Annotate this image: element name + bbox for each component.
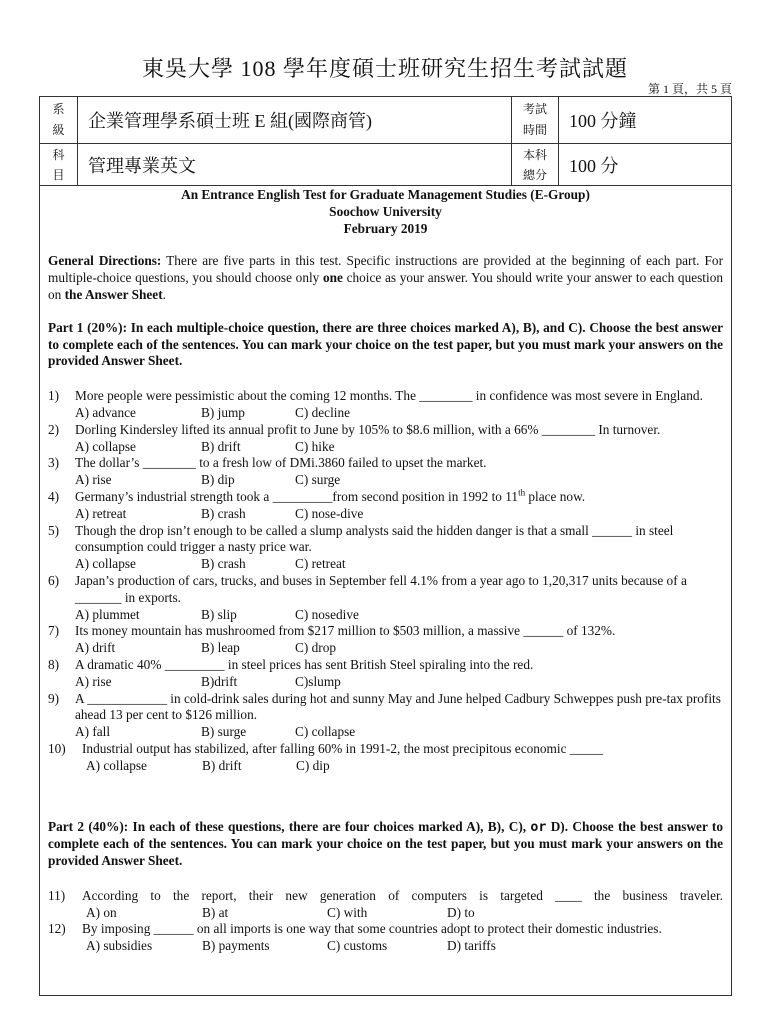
part2-questions <box>48 888 723 955</box>
choices-7: A) drift B) leap C) drop <box>75 640 336 656</box>
question-11: 11) According to the report, their new generation of computers is targeted ____ the business traveler. <box>48 887 723 903</box>
part1-instructions: Part 1 (20%): In each multiple-choice question, there are three choices marked A), B), and C). Choose the best answer to complete each of the sentences. You can mark your choice on the test paper, but you must mark your answers on the provided Answer Sheet. <box>48 319 723 369</box>
choices-6: A) plummet B) slip C) nosedive <box>75 606 359 622</box>
dept-value: 企業管理學系碩士班 E 組(國際商管) <box>78 97 512 144</box>
choices-11: A) on B) at C) with D) to <box>86 904 475 920</box>
choices-8: A) rise B)drift C)slump <box>75 673 341 689</box>
question-6: 6) Japan’s production of cars, trucks, and buses in September fell 4.1% from a year ago to 1,20,317 units because of a _______ in exports. <box>48 572 687 605</box>
choices-12: A) subsidies B) payments C) customs D) tariffs <box>86 938 496 954</box>
score-value: 100 分 <box>559 144 731 186</box>
time-label: 考試時間 <box>512 97 559 144</box>
page-title: 東吳大學 108 學年度碩士班研究生招生考試試題 <box>141 56 628 81</box>
question-12: 12) By imposing ______ on all imports is one way that some countries adopt to protect their domestic industries. <box>48 921 662 937</box>
choices-5: A) collapse B) crash C) retreat <box>75 556 346 572</box>
choices-4: A) retreat B) crash C) nose-dive <box>75 505 364 521</box>
exam-body <box>40 187 731 955</box>
subject-label: 科目 <box>40 144 78 186</box>
question-5: 5) Though the drop isn’t enough to be called a slump analysts said the hidden danger is that a small ______ in steel consumption could trigger a nasty price war. <box>48 522 674 555</box>
exam-title: An Entrance English Test for Graduate Management Studies (E-Group) <box>181 187 590 202</box>
choices-9: A) fall B) surge C) collapse <box>75 724 356 740</box>
choices-1: A) advance B) jump C) decline <box>75 404 351 420</box>
exam-university: Soochow University <box>329 203 442 219</box>
time-value: 100 分鐘 <box>559 97 731 144</box>
choices-2: A) collapse B) drift C) hike <box>75 438 335 454</box>
general-directions: General Directions: There are five parts in this test. Specific instructions are provided at the beginning of each part. For multiple-choice questions, you should choose only one choice as your answer. You should write your answer to each question on the Answer Sheet. <box>48 253 723 302</box>
question-10: 10) Industrial output has stabilized, after falling 60% in 1991-2, the most precipitous economic _____ <box>48 740 604 756</box>
question-2: 2) Dorling Kindersley lifted its annual profit to June by 105% to $8.6 million, with a 66% ________ In turnover. <box>48 421 661 437</box>
dept-label: 系級 <box>40 97 78 144</box>
question-1: 1) More people were pessimistic about the coming 12 months. The ________ in confidence was most severe in England. <box>48 388 703 404</box>
question-8: 8) A dramatic 40% _________ in steel prices has sent British Steel spiraling into the red. <box>48 656 534 672</box>
choices-10: A) collapse B) drift C) dip <box>86 757 330 773</box>
question-9: 9) A ____________ in cold-drink sales during hot and sunny May and June helped Cadbury Schweppes push pre-tax profits ahead 13 per cent to $126 million. <box>48 690 721 723</box>
exam-date: February 2019 <box>343 220 428 236</box>
part2-instructions: Part 2 (40%): In each of these questions, there are four choices marked A), B), C), or D). Choose the best answer to complete each of the sentences. You can mark your choice on the test paper, but you must mark your answers on the provided Answer Sheet. <box>48 818 723 869</box>
choices-3: A) rise B) dip C) surge <box>75 472 341 488</box>
question-7: 7) Its money mountain has mushroomed from $217 million to $503 million, a massive ______ of 132%. <box>48 623 616 639</box>
question-4: 4) Germany’s industrial strength took a _________from second position in 1992 to 11th place now. <box>48 487 586 504</box>
exam-frame <box>39 96 732 996</box>
part1-questions <box>48 388 723 774</box>
question-3: 3) The dollar’s ________ to a fresh low of DMi.3860 failed to upset the market. <box>48 455 487 471</box>
subject-value: 管理專業英文 <box>78 144 512 186</box>
score-label: 本科總分 <box>512 144 559 186</box>
page-number: 第 1 頁，共 5 頁 <box>647 82 732 96</box>
